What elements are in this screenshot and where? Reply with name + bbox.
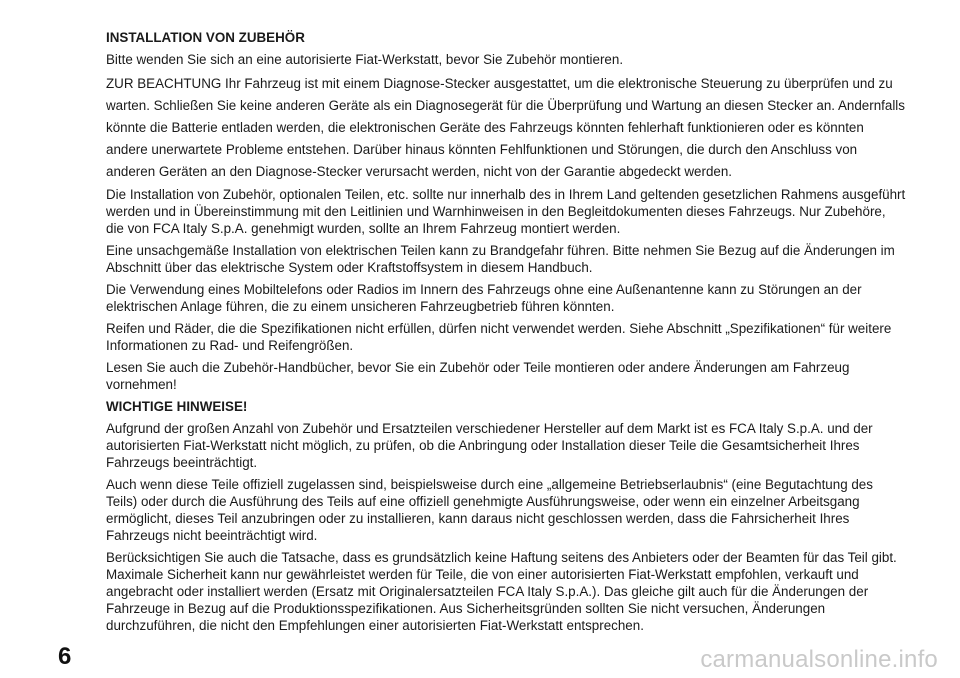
paragraph-diagnostic-connector-note: ZUR BEACHTUNG Ihr Fahrzeug ist mit einem Diagnose-Stecker ausgestattet, um die elektronische Steuerung zu überprüfen und zu warten. Schließen Sie keine anderen Geräte als ein Diagnosegerät für die Überprüfung und Wartung an diesen Stecker an. Andernfalls könnte die Batterie entladen werden, die elektronischen Geräte des Fahrzeugs könnten fehlerhaft funktionieren oder es könnten andere unerwartete Probleme entstehen. Darüber hinaus könnten Fehlfunktionen und Störungen, die durch den Anschluss von anderen Geräten an den Diagnose-Stecker verursacht werden, nicht von der Garantie abgedeckt werden. [106,76,905,179]
paragraph-mobile-phone: Die Verwendung eines Mobiltelefons oder Radios im Innern des Fahrzeugs ohne eine Außenantenne kann zu Störungen an der elektrischen Anlage führen, die zu einem unsicheren Fahrzeugbetrieb führen könnten. [106,282,862,314]
paragraph-legal-installation: Die Installation von Zubehör, optionalen Teilen, etc. sollte nur innerhalb des in Ihrem Land geltenden gesetzlichen Rahmens ausgeführt werden und in Übereinstimmung mit den Leitlinien und Warnhinweisen in den Begleitdokumenten dieses Fahrzeugs. Nur Zubehöre, die von FCA Italy S.p.A. genehmigt wurden, sollte an Ihrem Fahrzeug montiert werden. [106,187,906,236]
page-number: 6 [58,643,72,670]
section-title-important-notes: WICHTIGE HINWEISE! [106,399,248,414]
paragraph-fire-hazard: Eine unsachgemäße Installation von elektrischen Teilen kann zu Brandgefahr führen. Bitte nehmen Sie Bezug auf die Änderungen im Abschnitt über das elektrische System oder Kraftstoffsystem in diesem Handbuch. [106,243,895,275]
watermark: carmanualsonline.info [700,646,938,673]
paragraph-contact-workshop: Bitte wenden Sie sich an eine autorisierte Fiat-Werkstatt, bevor Sie Zubehör montieren. [106,52,624,67]
section-title-installation: INSTALLATION VON ZUBEHÖR [106,30,305,45]
paragraph-official-approval: Auch wenn diese Teile offiziell zugelassen sind, beispielsweise durch eine „allgemeine Betriebserlaubnis“ (eine Begutachtung des Teils) oder durch die Ausführung des Teils auf eine offiziell genehmigte Ausführungsweise, oder wenn ein einzelner Arbeitsgang ermöglicht, dieses Teil anzubringen oder zu installieren, kann daraus nicht geschlossen werden, dass die Fahrsicherheit Ihres Fahrzeugs nicht beeinträchtigt wird. [106,477,873,543]
paragraph-accessory-manuals: Lesen Sie auch die Zubehör-Handbücher, bevor Sie ein Zubehör oder Teile montieren oder andere Änderungen am Fahrzeug vornehmen! [106,360,850,392]
paragraph-safety-check: Aufgrund der großen Anzahl von Zubehör und Ersatzteilen verschiedener Hersteller auf dem Markt ist es FCA Italy S.p.A. und der autorisierten Fiat-Werkstatt nicht möglich, zu prüfen, ob die Anbringung oder Installation dieser Teile die Gesamtsicherheit Ihres Fahrzeugs beeinträchtigt. [106,421,873,470]
paragraph-tyres-wheels: Reifen und Räder, die die Spezifikationen nicht erfüllen, dürfen nicht verwendet werden. Siehe Abschnitt „Spezifikationen“ für weitere Informationen zu Rad- und Reifengrößen. [106,321,892,353]
paragraph-liability: Berücksichtigen Sie auch die Tatsache, dass es grundsätzlich keine Haftung seitens des Anbieters oder der Beamten für das Teil gibt. Maximale Sicherheit kann nur gewährleistet werden für Teile, die von einer autorisierten Fiat-Werkstatt empfohlen, verkauft und angebracht oder installiert werden (Ersatz mit Originalersatzteilen FCA Italy S.p.A.). Das gleiche gilt auch für die Änderungen der Fahrzeuge in Bezug auf die Produktionsspezifikationen. Aus Sicherheitsgründen sollten Sie nicht versuchen, Änderungen durchzuführen, die nicht den Empfehlungen einer autorisierten Fiat-Werkstatt entsprechen. [106,550,897,633]
manual-page-content [106,29,906,639]
